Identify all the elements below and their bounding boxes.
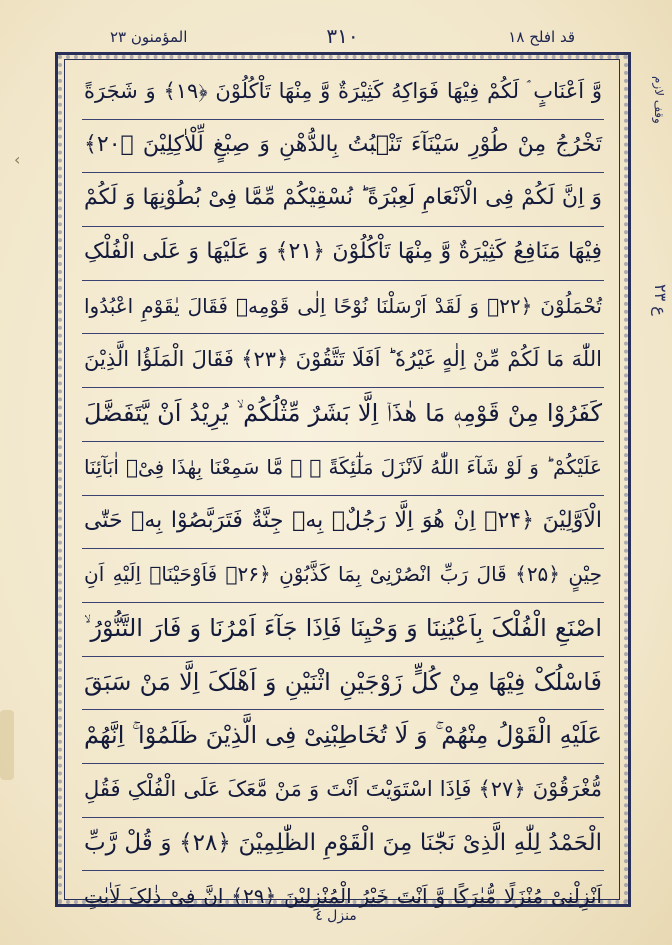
page-number: ٣١٠: [326, 24, 359, 48]
text-line: وَّ اَعْنَابٍ ۘ لَکُمْ فِیْهَا فَوَاکِهُ کَثِیْرَةٌ وَّ مِنْهَا تَاْکُلُوْنَ ﴿۱۹﴾ وَ شَجَرَةً: [82, 66, 604, 120]
text-line: کَفَرُوْا مِنْ قَوْمِهٖ مَا هٰذَاۤ اِلَّا بَشَرٌ مِّثْلُکُمْ ۙ یُرِیْدُ اَنْ یَّتَفَضَّلَ: [82, 388, 604, 442]
text-line: مُّغْرَقُوْنَ ﴿۲۷﴾ فَاِذَا اسْتَوَیْتَ اَنْتَ وَ مَنْ مَّعَکَ عَلَی الْفُلْکِ فَقُلِ: [82, 764, 604, 818]
juz-label: قد افلح ١٨: [508, 28, 575, 46]
text-line: اللّٰهَ مَا لَکُمْ مِّنْ اِلٰهٍ غَیْرُهٗ ؕ اَفَلَا تَتَّقُوْنَ ﴿۲۳﴾ فَقَالَ الْمَلَؤُا الَّذِیْنَ: [82, 334, 604, 388]
text-line: فَاسْلُکْ فِیْهَا مِنْ کُلٍّ زَوْجَیْنِ اثْنَیْنِ وَ اَهْلَکَ اِلَّا مَنْ سَبَقَ: [82, 657, 604, 711]
text-line: الْحَمْدُ لِلّٰهِ الَّذِیْ نَجّٰنَا مِنَ الْقَوْمِ الظّٰلِمِیْنَ ﴿۲۸﴾ وَ قُلْ رَّبِّ: [82, 818, 604, 872]
waqf-margin-note: وقف لازم: [652, 76, 666, 124]
paper-stain: [0, 710, 14, 780]
text-line: الْاَوَّلِیْنَ ﴿۲۴﴾ اِنْ هُوَ اِلَّا رَجُلٌۢ بِهٖ جِنَّةٌ فَتَرَبَّصُوْا بِهٖ حَتّٰی: [82, 496, 604, 550]
page-header: [110, 26, 575, 54]
text-line: تَخْرُجُ مِنْ طُوْرِ سَیْنَآءَ تَنْۢبُتُ بِالدُّهْنِ وَ صِبْغٍ لِّلْاٰکِلِیْنَ ﴿۲۰﴾: [82, 120, 604, 174]
text-line: اَنْزِلْنِیْ مُنْزَلًا مُّبٰرَکًا وَّ اَنْتَ خَیْرُ الْمُنْزِلِیْنَ ﴿۲۹﴾ اِنَّ فِیْ ذٰلِکَ لَاٰیٰتٍ: [84, 884, 602, 909]
text-block: [82, 66, 604, 925]
text-line: عَلَیْکُمْ ؕ وَ لَوْ شَآءَ اللّٰهُ لَاَنْزَلَ مَلٰٓئِکَةً ۖ ۚ مَّا سَمِعْنَا بِهٰذَا فِیْۤ اٰبَآئِنَا: [82, 442, 604, 496]
text-line: تُحْمَلُوْنَ ﴿۲۲﴾ وَ لَقَدْ اَرْسَلْنَا نُوْحًا اِلٰی قَوْمِهٖ فَقَالَ یٰقَوْمِ اعْبُدُوا: [82, 281, 604, 335]
text-line: حِیْنٍ ﴿۲۵﴾ قَالَ رَبِّ انْصُرْنِیْ بِمَا کَذَّبُوْنِ ﴿۲۶﴾ فَاَوْحَیْنَاۤ اِلَیْهِ اَنِ: [82, 549, 604, 603]
text-line: عَلَیْهِ الْقَوْلُ مِنْهُمْ ۚ وَ لَا تُخَاطِبْنِیْ فِی الَّذِیْنَ ظَلَمُوْا ۚ اِنَّهُمْ: [82, 710, 604, 764]
manzil-footer: منزل ٤: [315, 908, 357, 924]
surah-label: المؤمنون ٢٣: [110, 28, 188, 46]
text-line: اصْنَعِ الْفُلْکَ بِاَعْیُنِنَا وَ وَحْیِنَا فَاِذَا جَآءَ اَمْرُنَا وَ فَارَ التَّنُّوْرُ ۙ: [82, 603, 604, 657]
margin-pencil-mark: ‹: [14, 150, 21, 169]
ruku-margin-marker: ع ٢٣: [651, 284, 670, 316]
text-line: فِیْهَا مَنَافِعُ کَثِیْرَةٌ وَّ مِنْهَا تَاْکُلُوْنَ ﴿۲۱﴾ وَ عَلَیْهَا وَ عَلَی الْفُلْکِ: [82, 227, 604, 281]
text-line: وَ اِنَّ لَکُمْ فِی الْاَنْعَامِ لَعِبْرَةً ؕ نُسْقِیْکُمْ مِّمَّا فِیْ بُطُوْنِهَا وَ لَکُمْ: [82, 173, 604, 227]
